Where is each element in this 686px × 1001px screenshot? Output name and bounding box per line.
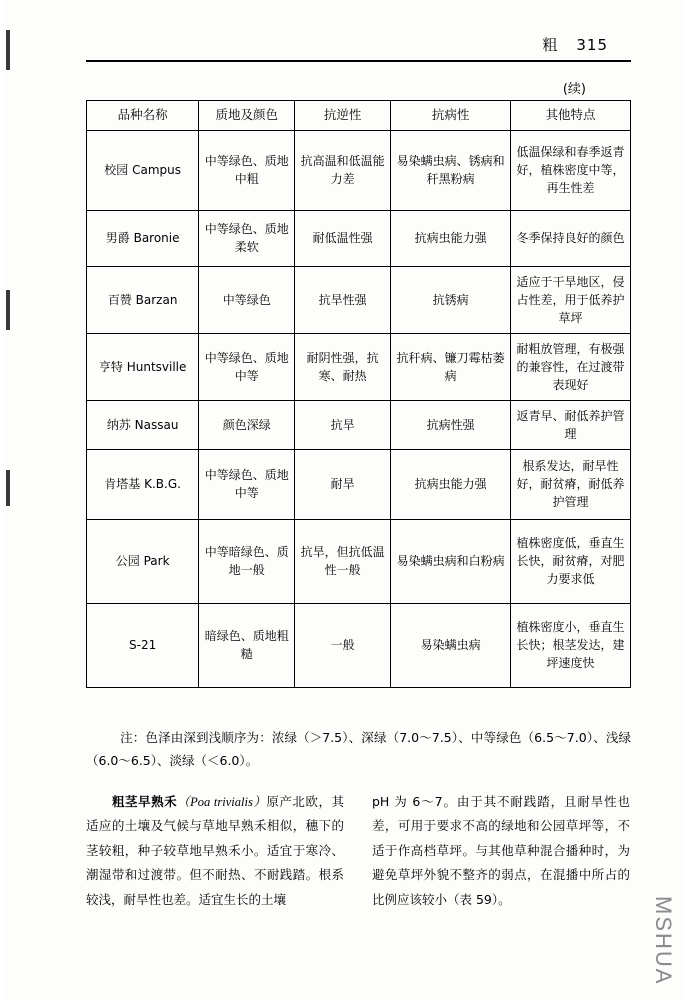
cell-stress: 耐旱: [295, 449, 391, 519]
column-header-texture: 质地及颜色: [199, 101, 295, 131]
cell-stress: 一般: [295, 603, 391, 687]
cell-stress: 耐低温性强: [295, 210, 391, 266]
varieties-table: [86, 100, 631, 688]
cell-other: 耐粗放管理，有极强的兼容性，在过渡带表现好: [511, 333, 631, 400]
cell-disease: 抗锈病: [391, 266, 511, 333]
cell-other: 返青早、耐低养护管理: [511, 400, 631, 449]
header-chapter: 粗: [542, 36, 559, 54]
edge-tick: [6, 290, 10, 330]
article-body: [86, 790, 631, 912]
table-row: [87, 449, 631, 519]
article-title-cjk: 粗茎早熟禾: [112, 794, 178, 809]
table-row: [87, 266, 631, 333]
continued-label: (续): [562, 82, 586, 97]
cell-texture: 中等绿色、质地中粗: [199, 130, 295, 210]
cell-other: 低温保绿和春季返青好，植株密度中等，再生性差: [511, 130, 631, 210]
table-row: [87, 210, 631, 266]
column-header-disease: 抗病性: [391, 101, 511, 131]
cell-texture: 中等暗绿色、质地一般: [199, 519, 295, 603]
cell-other: 适应于干旱地区，侵占性差，用于低养护草坪: [511, 266, 631, 333]
cell-texture: 中等绿色、质地柔软: [199, 210, 295, 266]
table-row: [87, 130, 631, 210]
cell-texture: 颜色深绿: [199, 400, 295, 449]
watermark: MSHUA: [651, 895, 676, 985]
article-paragraph-right: pH 为 6～7。由于其不耐践踏，且耐旱性也差，可用于要求不高的绿地和公园草坪等，不适于作高档草坪。与其他草种混合播种时，为避免草坪外貌不整齐的弱点，在混播中所占的比例应该较小（表 59）。: [372, 794, 630, 907]
column-header-stress: 抗逆性: [295, 101, 391, 131]
header-rule: [86, 60, 631, 62]
cell-disease: 抗病虫能力强: [391, 449, 511, 519]
cell-disease: 抗秆病、镰刀霉枯萎病: [391, 333, 511, 400]
cell-name: S-21: [87, 603, 199, 687]
cell-other: 植株密度低，垂直生长快，耐贫瘠，对肥力要求低: [511, 519, 631, 603]
edge-tick: [6, 470, 10, 506]
cell-other: 植株密度小，垂直生长快；根茎发达，建坪速度快: [511, 603, 631, 687]
cell-name: 肯塔基 K.B.G.: [87, 449, 199, 519]
cell-stress: 耐阴性强，抗寒、耐热: [295, 333, 391, 400]
article-column-right: [372, 790, 630, 912]
article-column-left: [86, 790, 344, 912]
cell-stress: 抗旱性强: [295, 266, 391, 333]
cell-disease: 抗病虫能力强: [391, 210, 511, 266]
page-header: [0, 34, 686, 55]
cell-stress: 抗旱: [295, 400, 391, 449]
table-row: [87, 519, 631, 603]
cell-disease: 易染螨虫病、锈病和秆黑粉病: [391, 130, 511, 210]
article-paragraph-left: [86, 790, 344, 912]
cell-disease: 易染螨虫病和白粉病: [391, 519, 511, 603]
cell-name: 亨特 Huntsville: [87, 333, 199, 400]
cell-texture: 中等绿色、质地中等: [199, 333, 295, 400]
cell-disease: 抗病性强: [391, 400, 511, 449]
cell-texture: 中等绿色: [199, 266, 295, 333]
column-header-other: 其他特点: [511, 101, 631, 131]
cell-disease: 易染螨虫病: [391, 603, 511, 687]
cell-name: 百赞 Barzan: [87, 266, 199, 333]
article-text-left: 原产北欧，其适应的土壤及气候与草地早熟禾相似，穗下的茎较粗，种子较草地早熟禾小。适宜于寒冷、潮湿带和过渡带。但不耐热、不耐践踏。根系较浅，耐旱性也差。适宜生长的土壤: [86, 794, 344, 907]
cell-name: 公园 Park: [87, 519, 199, 603]
cell-stress: 抗高温和低温能力差: [295, 130, 391, 210]
table-note: [86, 726, 631, 772]
cell-texture: 暗绿色、质地粗糙: [199, 603, 295, 687]
table-row: [87, 333, 631, 400]
table-row: [87, 400, 631, 449]
cell-texture: 中等绿色、质地中等: [199, 449, 295, 519]
cell-name: 校园 Campus: [87, 130, 199, 210]
cell-other: 根系发达，耐旱性好，耐贫瘠，耐低养护管理: [511, 449, 631, 519]
table-note-text: 注：色泽由深到浅顺序为：浓绿（＞7.5）、深绿（7.0～7.5）、中等绿色（6.5～7.0）、浅绿（6.0～6.5）、淡绿（＜6.0）。: [86, 730, 631, 769]
table-header-row: [87, 101, 631, 131]
cell-name: 纳苏 Nassau: [87, 400, 199, 449]
cell-name: 男爵 Baronie: [87, 210, 199, 266]
cell-other: 冬季保持良好的颜色: [511, 210, 631, 266]
article-title-latin: （Poa trivialis）: [177, 795, 267, 809]
column-header-name: 品种名称: [87, 101, 199, 131]
page-number: 315: [576, 36, 608, 54]
table-row: [87, 603, 631, 687]
cell-stress: 抗旱，但抗低温性一般: [295, 519, 391, 603]
